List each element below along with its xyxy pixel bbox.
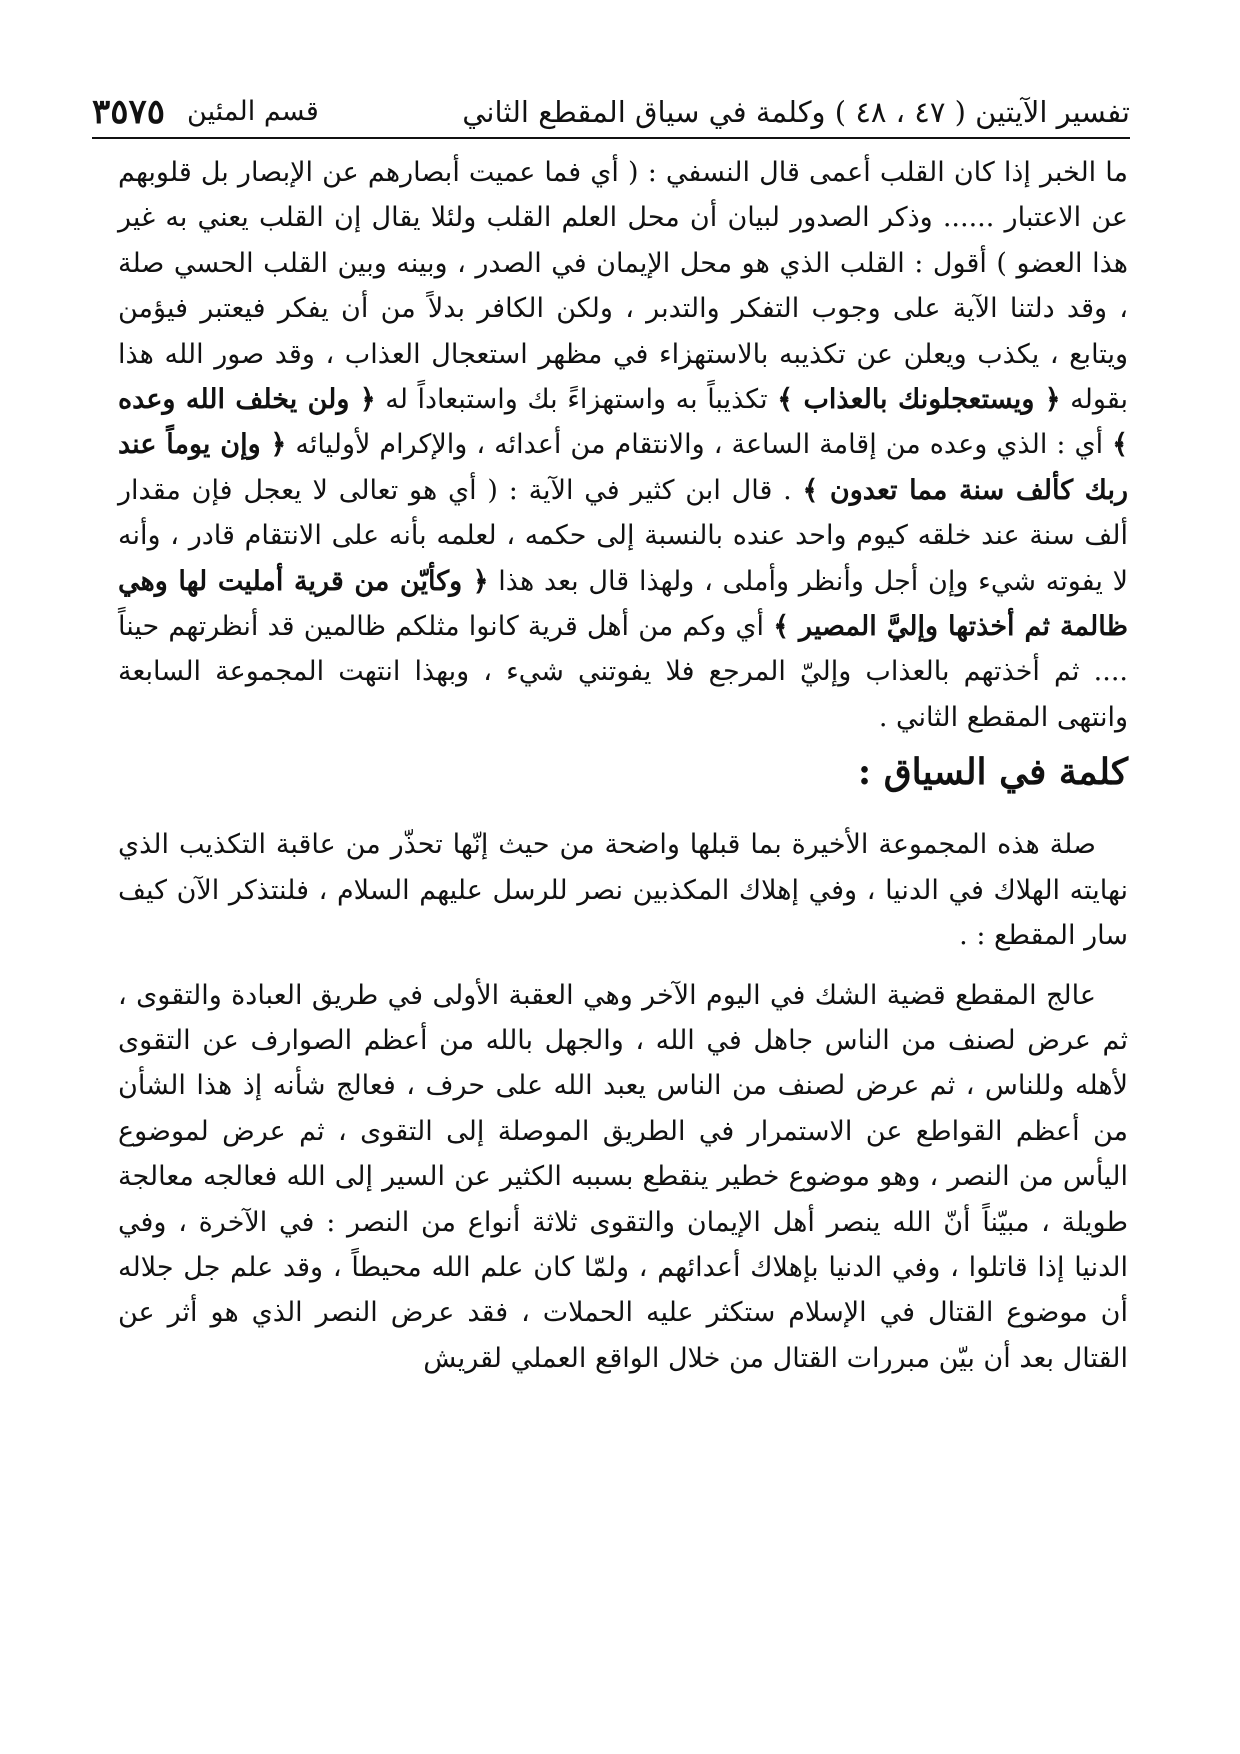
text-run: ما الخبر إذا كان القلب أعمى قال النسفي : ( أي فما عميت أبصارهم عن الإبصار بل قلوبهم عن الاعتبار ...... وذكر الصدور لبيان أن محل العلم القلب ولئلا يقال إن القلب يعني به غير هذا العضو ) أقول : القلب الذي هو محل الإيمان في الصدر ، وبينه وبين القلب الحسي صلة ، وقد دلتنا الآية على وجوب التفكر والتدبر ، ولكن الكافر بدلاً من أن يفكر فيعتبر فيؤمن ويتابع ، يكذب ويعلن عن تكذيبه بالاستهزاء في مظهر استعجال العذاب ، وقد صور الله هذا بقوله [118, 157, 1128, 416]
text-run: . قال ابن كثير في الآية : ( أي هو تعالى لا يعجل فإن مقدار ألف سنة عند خلقه كيوم واحد عنده بالنسبة إلى حكمه ، لعلمه بأنه على الانتقام قادر ، وأنه لا يفوته شيء وإن أجل وأنظر وأملى ، ولهذا قال بعد هذا [118, 474, 1128, 597]
header-section-group [92, 92, 319, 132]
header-section: قسم المئين [187, 96, 319, 127]
running-header [92, 78, 1130, 132]
header-title: تفسير الآيتين ( ٤٧ ، ٤٨ ) وكلمة في سياق المقطع الثاني [462, 95, 1130, 129]
paragraph-spacer [118, 959, 1128, 973]
page-body [118, 150, 1128, 1381]
header-rule [92, 137, 1130, 139]
quran-quote: ﴿ وكأيّن من قرية أمليت لها وهي ظالمة ثم أخذتها وإليَّ المصير ﴾ [118, 565, 1128, 643]
paragraph-tafsir [118, 150, 1128, 740]
text-run: تكذيباً به واستهزاءً بك واستبعاداً له [375, 384, 778, 416]
paragraph-context-intro: صلة هذه المجموعة الأخيرة بما قبلها واضحة من حيث إنّها تحذّر من عاقبة التكذيب الذي نهايته الهلاك في الدنيا ، وفي إهلاك المكذبين نصر للرسل عليهم السلام ، فلنتذكر الآن كيف سار المقطع : . [118, 829, 1128, 952]
section-heading: كلمة في السياق : [857, 751, 1128, 794]
paragraph-context-summary: عالج المقطع قضية الشك في اليوم الآخر وهي العقبة الأولى في طريق العبادة والتقوى ، ثم عرض لصنف من الناس جاهل في الله ، والجهل بالله من أعظم الصوارف عن التقوى لأهله وللناس ، ثم عرض لصنف من الناس يعبد الله على حرف ، فعالج شأنه إذ هذا الشأن من أعظم القواطع عن الاستمرار في الطريق الموصلة إلى التقوى ، ثم عرض لموضوع اليأس من النصر ، وهو موضوع خطير ينقطع بسببه الكثير عن السير إلى الله فعالجه معالجة طويلة ، مبيّناً أنّ الله ينصر أهل الإيمان والتقوى ثلاثة أنواع من النصر : في الآخرة ، وفي الدنيا إذا قاتلوا ، وفي الدنيا بإهلاك أعدائهم ، ولمّا كان علم الله محيطاً ، وقد علم جل جلاله أن موضوع القتال في الإسلام ستكثر عليه الحملات ، فقد عرض النصر الذي هو أثر عن القتال بعد أن بيّن مبررات القتال من خلال الواقع العملي لقريش [118, 979, 1128, 1374]
quran-quote: ﴿ ويستعجلونك بالعذاب ﴾ [777, 384, 1061, 416]
text-run: أي وكم من أهل قرية كانوا مثلكم ظالمين قد أنظرتهم حيناً .... ثم أخذتهم بالعذاب وإليّ المرجع فلا يفوتني شيء ، وبهذا انتهت المجموعة السابعة وانتهى المقطع الثاني . [118, 611, 1128, 733]
page-number: ٣٥٧٥ [92, 92, 166, 132]
quran-quote: ﴿ وإن يوماً عند ربك كألف سنة مما تعدون ﴾ [118, 429, 1128, 506]
text-run: أي : الذي وعده من إقامة الساعة ، والانتقام من أعدائه ، والإكرام لأوليائه [286, 429, 1113, 461]
quran-quote: ﴿ ولن يخلف الله وعده ﴾ [118, 384, 1128, 461]
